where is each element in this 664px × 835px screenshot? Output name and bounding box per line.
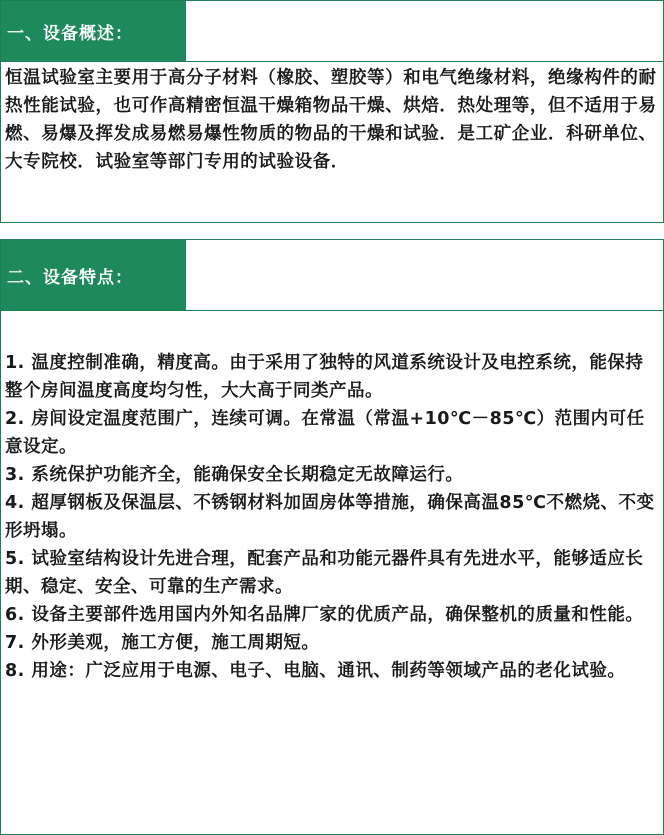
features-title: 二、设备特点： xyxy=(1,240,186,310)
feature-item: 3. 系统保护功能齐全，能确保安全长期稳定无故障运行。 xyxy=(5,465,464,485)
feature-item: 7. 外形美观，施工方便，施工周期短。 xyxy=(5,633,320,653)
feature-item: 1. 温度控制准确，精度高。由于采用了独特的风道系统设计及电控系统，能保持整个房间温度高度均匀性，大大高于同类产品。 xyxy=(5,353,644,401)
overview-body: 恒温试验室主要用于高分子材料（橡胶、塑胶等）和电气绝缘材料，绝缘构件的耐热性能试验，也可作高精密恒温干燥箱物品干燥、烘焙．热处理等，但不适用于易燃、易爆及挥发成易燃易爆性物质的物品的干燥和试验．是工矿企业．科研单位、大专院校．试验室等部门专用的试验设备． xyxy=(5,68,657,172)
feature-item: 2. 房间设定温度范围广，连续可调。在常温（常温+10℃－85℃）范围内可任意设定。 xyxy=(5,409,645,457)
features-section xyxy=(0,239,664,835)
feature-item: 5. 试验室结构设计先进合理，配套产品和功能元器件具有先进水平，能够适应长期、稳定、安全、可靠的生产需求。 xyxy=(5,549,644,597)
features-header xyxy=(1,240,663,311)
feature-item: 6. 设备主要部件选用国内外知名品牌厂家的优质产品，确保整机的质量和性能。 xyxy=(5,605,644,625)
features-list xyxy=(1,311,663,685)
feature-item: 8. 用途：广泛应用于电源、电子、电脑、通讯、制药等领域产品的老化试验。 xyxy=(5,661,626,681)
overview-header xyxy=(1,1,663,62)
overview-title: 一、设备概述： xyxy=(1,1,186,61)
feature-item: 4. 超厚钢板及保温层、不锈钢材料加固房体等措施，确保高温85℃不燃烧、不变形坍塌。 xyxy=(5,493,655,541)
overview-section xyxy=(0,0,664,223)
